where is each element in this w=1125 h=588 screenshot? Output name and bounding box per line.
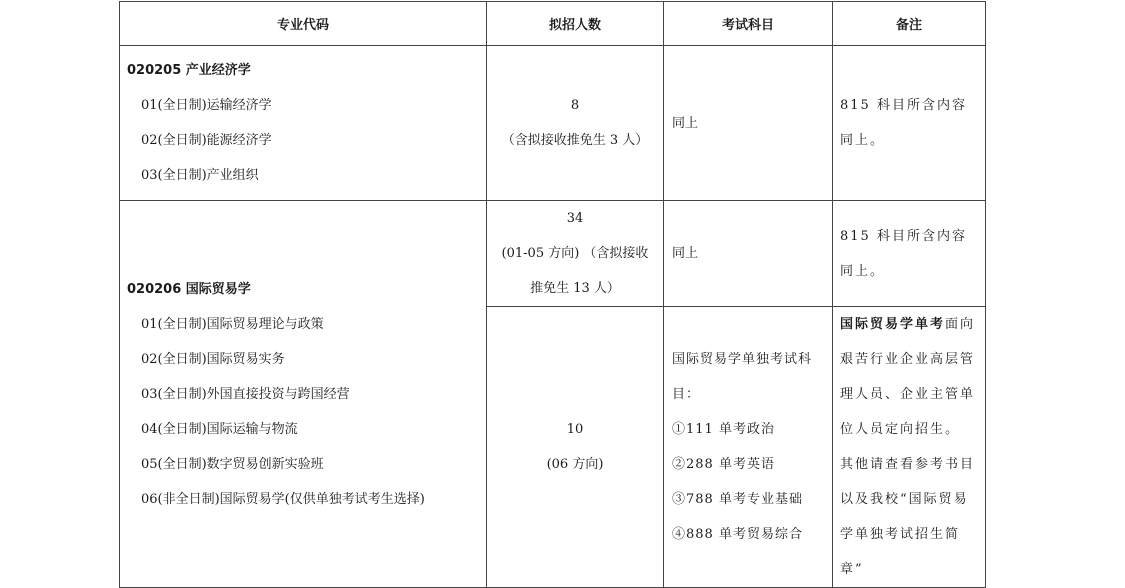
major-title: 020205 产业经济学 bbox=[127, 63, 251, 78]
header-count: 拟招人数 bbox=[487, 2, 664, 46]
direction-item: 03(全日制)外国直接投资与跨国经营 bbox=[141, 386, 350, 402]
direction-item: 01(全日制)运输经济学 bbox=[141, 98, 272, 113]
direction-item: 02(全日制)能源经济学 bbox=[141, 133, 272, 148]
subjects-cell bbox=[664, 307, 833, 588]
direction-item: 04(全日制)国际运输与物流 bbox=[141, 421, 298, 437]
direction-item: 01(全日制)国际贸易理论与政策 bbox=[141, 316, 324, 332]
count-note: (06 方向) bbox=[546, 457, 604, 472]
subject-item: ④888 单考贸易综合 bbox=[672, 527, 803, 542]
major-cell bbox=[120, 46, 487, 201]
subject-item: ③788 单考专业基础 bbox=[672, 492, 803, 507]
note-paragraph: 其他请查看参考书目以及我校“国际贸易学单独考试招生简章” bbox=[840, 457, 976, 577]
note-cell bbox=[833, 307, 986, 588]
header-row bbox=[120, 2, 986, 46]
note-cell: 815 科目所含内容同上。 bbox=[833, 201, 986, 307]
note-text: 面向艰苦行业企业高层管理人员、企业主管单位人员定向招生。 bbox=[840, 317, 976, 437]
subjects-cell: 同上 bbox=[664, 201, 833, 307]
subject-item: ①111 单考政治 bbox=[672, 422, 775, 437]
count-cell bbox=[487, 307, 664, 588]
subjects-intro: 国际贸易学单独考试科目： bbox=[672, 352, 813, 402]
direction-item: 05(全日制)数字贸易创新实验班 bbox=[141, 456, 324, 472]
direction-item: 02(全日制)国际贸易实务 bbox=[141, 351, 285, 367]
count-cell bbox=[487, 201, 664, 307]
major-cell bbox=[120, 201, 487, 588]
count-note: 推免生 13 人） bbox=[530, 281, 620, 296]
note-emphasis: 国际贸易学单考 bbox=[840, 317, 946, 332]
table-row bbox=[120, 46, 986, 201]
admissions-table bbox=[119, 1, 986, 588]
subject-item: ②288 单考英语 bbox=[672, 457, 775, 472]
note-paragraph bbox=[840, 307, 979, 447]
direction-item: 06(非全日制)国际贸易学(仅供单独考试考生选择) bbox=[141, 491, 425, 507]
header-notes: 备注 bbox=[833, 2, 986, 46]
count-note: （含拟接收推免生 3 人） bbox=[501, 133, 649, 148]
header-subjects: 考试科目 bbox=[664, 2, 833, 46]
count-value: 8 bbox=[570, 98, 580, 113]
note-cell: 815 科目所含内容同上。 bbox=[833, 46, 986, 201]
subjects-cell: 同上 bbox=[664, 46, 833, 201]
major-title: 020206 国际贸易学 bbox=[127, 281, 251, 297]
count-value: 10 bbox=[566, 422, 584, 437]
table-row bbox=[120, 201, 986, 307]
count-value: 34 bbox=[566, 211, 584, 226]
count-cell bbox=[487, 46, 664, 201]
header-code: 专业代码 bbox=[120, 2, 487, 46]
count-note: (01-05 方向) （含拟接收 bbox=[501, 246, 649, 261]
direction-item: 03(全日制)产业组织 bbox=[141, 168, 259, 183]
